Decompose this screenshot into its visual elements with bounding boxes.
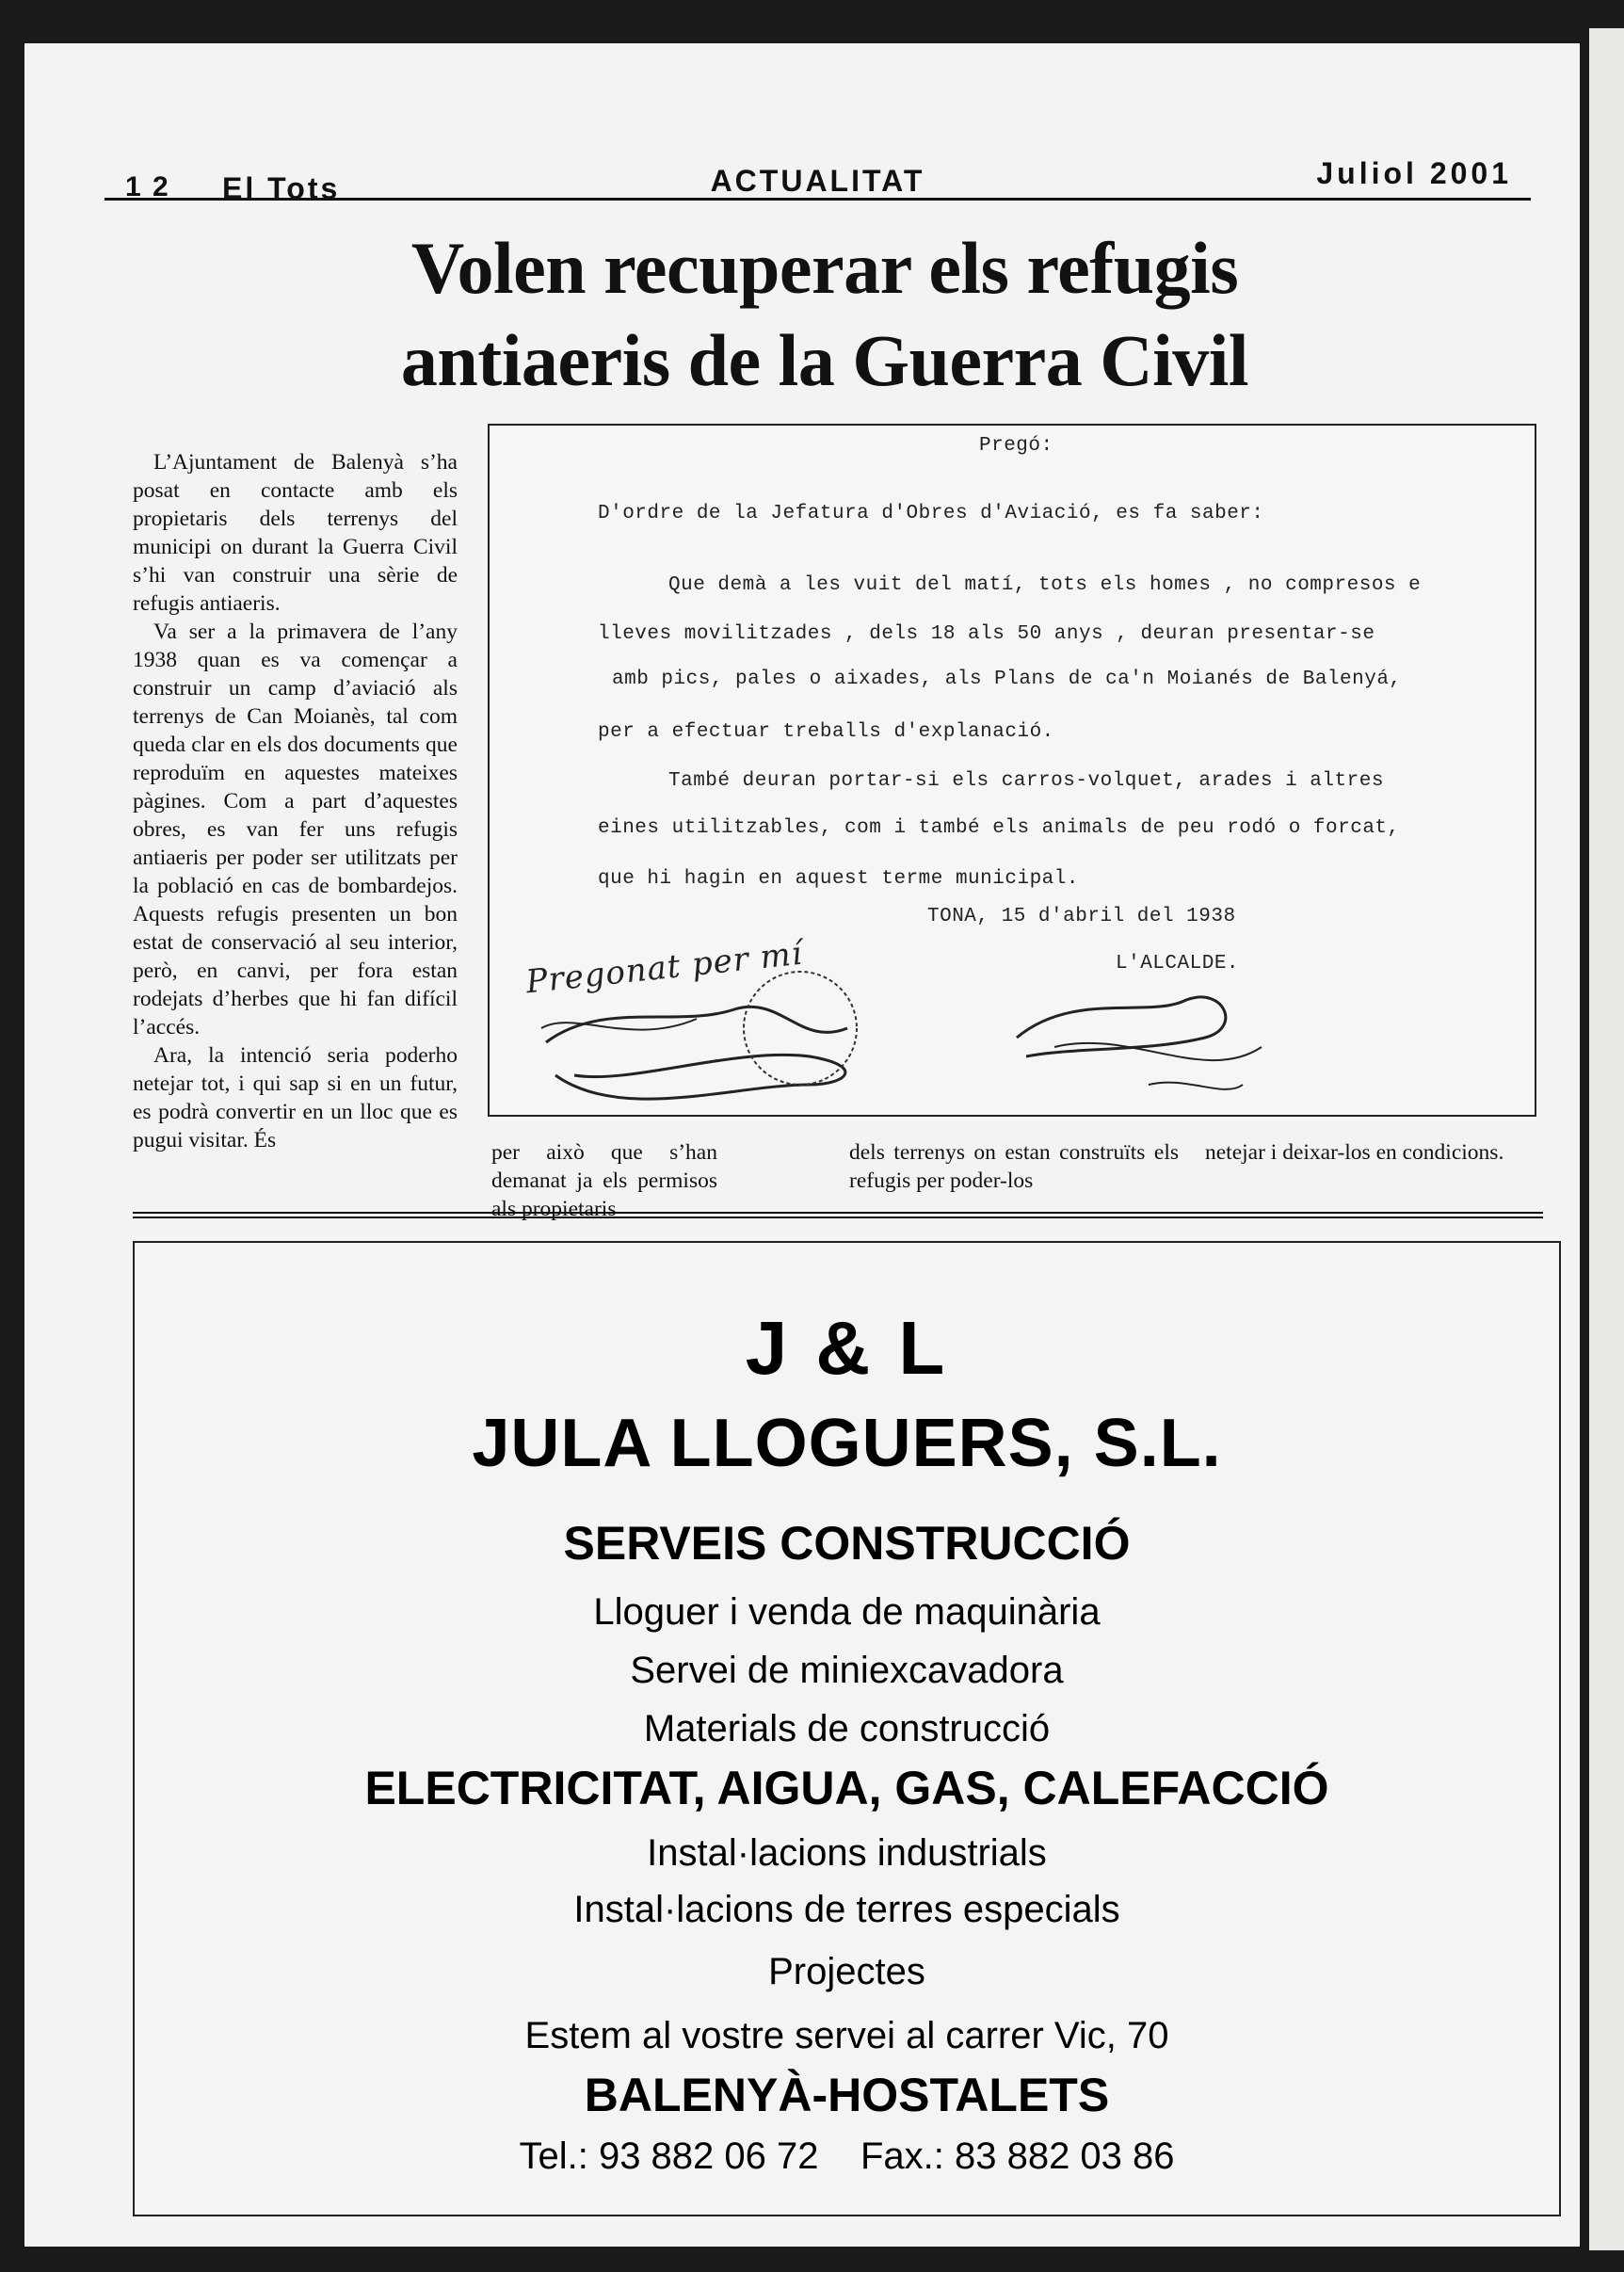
article-paragraph: Va ser a la primavera de l’any 1938 quan es va començar a construir un camp d’aviació als terrenys de Can Moianès, tal com queda clar en els dos documents que reproduïm en aquestes mateixes pàgines. Com a part d’aquestes obres, es van fer uns refugis antiaeris per poder ser utilitzats per la població en cas de bombardejos. Aquests refugis presenten un bon estat de conservació al seu interior, però, en canvi, per fora estan rodejats d’herbes que hi fan difícil l’accés.: [133, 620, 458, 1039]
article-body-column: [491, 1138, 717, 1223]
ad-company-name: JULA LLOGUERS, S.L.: [472, 1406, 1222, 1481]
document-line: lleves movilitzades , dels 18 als 50 anys , deuran presentar-se: [598, 623, 1375, 645]
next-page-edge: [1589, 28, 1624, 2250]
document-line: amb pics, pales o aixades, als Plans de ca'n Moianés de Balenyá,: [612, 669, 1402, 690]
article-paragraph: Ara, la intenció seria poderho netejar tot, i qui sap si en un futur, es podrà convertir en un lloc que es pugui visitar. És: [133, 1043, 458, 1152]
issue-date: Juliol 2001: [1316, 156, 1512, 190]
page-header: [105, 119, 1531, 205]
document-line: que hi hagin en aquest terme municipal.: [598, 868, 1079, 890]
article-continuation: per això que s’han demanat ja els permisos als propietaris: [491, 1140, 717, 1221]
ad-services-secondary: ELECTRICITAT, AIGUA, GAS, CALEFACCIÓ: [364, 1762, 1329, 1814]
article-continuation: dels terrenys on estan construïts els refugis per poder-los: [849, 1140, 1179, 1193]
ad-short-name: J & L: [745, 1306, 949, 1390]
ad-services-title: SERVEIS CONSTRUCCIÓ: [563, 1517, 1131, 1570]
document-line: per a efectuar treballs d'explanació.: [598, 721, 1054, 743]
ad-line: Servei de miniexcavadora: [630, 1650, 1064, 1691]
section-title: ACTUALITAT: [710, 164, 925, 198]
ad-line: Projectes: [768, 1951, 925, 1992]
article-body-column: [849, 1138, 1179, 1195]
article-body-column: [133, 448, 458, 1154]
ad-address: Estem al vostre servei al carrer Vic, 70: [524, 2015, 1169, 2056]
document-line: eines utilitzables, com i també els animals de peu rodó o forcat,: [598, 817, 1400, 839]
ad-line: Materials de construcció: [643, 1708, 1051, 1749]
ad-line: Instal·lacions industrials: [647, 1832, 1047, 1874]
handwritten-note: Pregonat per mí: [523, 934, 805, 1002]
article-headline: [213, 222, 1437, 407]
historical-document-image: [488, 424, 1536, 1117]
document-line: D'ordre de la Jefatura d'Obres d'Aviació, es fa saber:: [598, 503, 1264, 524]
document-signer: L'ALCALDE.: [1116, 953, 1240, 975]
ad-location: BALENYÀ-HOSTALETS: [584, 2069, 1110, 2121]
document-place-date: TONA, 15 d'abril del 1938: [927, 906, 1236, 927]
ad-line: Instal·lacions de terres especials: [573, 1889, 1120, 1930]
article-continuation: netejar i deixar-los en condicions.: [1205, 1140, 1504, 1165]
document-title: Pregó:: [979, 435, 1053, 457]
article-body-column: [1205, 1138, 1530, 1167]
section-divider: [133, 1212, 1543, 1218]
document-line: Que demà a les vuit del matí, tots els homes , no compresos e: [668, 574, 1422, 596]
signatures-and-stamp: [490, 426, 1535, 1115]
page-number: 1 2: [125, 171, 170, 202]
magazine-name: El Tots: [222, 171, 341, 205]
document-line: També deuran portar-si els carros-volquet, arades i altres: [668, 770, 1384, 792]
magazine-page: [24, 43, 1580, 2247]
ad-line: Lloguer i venda de maquinària: [593, 1591, 1101, 1633]
advertisement: [133, 1241, 1561, 2216]
ad-contact: Tel.: 93 882 06 72 Fax.: 83 882 03 86: [519, 2135, 1175, 2177]
headline-line-2: antiaeris de la Guerra Civil: [400, 319, 1249, 401]
headline-line-1: Volen recuperar els refugis: [410, 227, 1239, 309]
article-paragraph: L’Ajuntament de Balenyà s’ha posat en contacte amb els propietaris dels terrenys del municipi on durant la Guerra Civil s’hi van construir una sèrie de refugis antiaeris.: [133, 450, 458, 616]
